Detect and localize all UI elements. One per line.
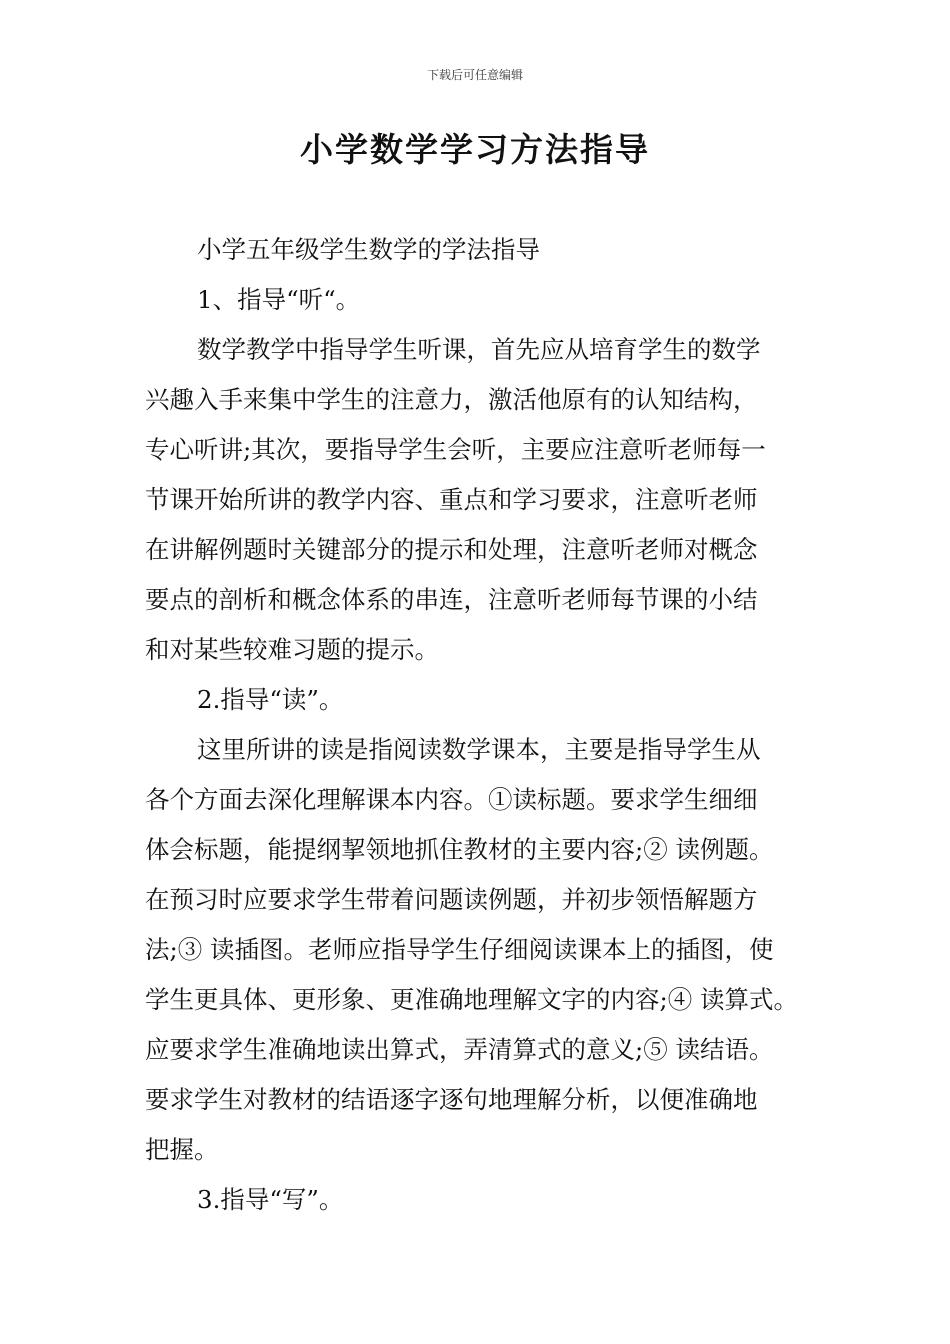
text-line: 1、指导“听“。 — [197, 285, 361, 314]
text-line: 在讲解例题时关键部分的提示和处理，注意听老师对概念 — [145, 535, 758, 564]
text-line: 法;③ 读插图。老师应指导学生仔细阅读课本上的插图，使 — [145, 935, 774, 964]
text-line: 应要求学生准确地读出算式，弄清算式的意义;⑤ 读结语。 — [145, 1035, 774, 1064]
text-line: 这里所讲的读是指阅读数学课本，主要是指导学生从 — [197, 735, 761, 764]
text-line: 兴趣入手来集中学生的注意力，激活他原有的认知结构， — [145, 385, 758, 414]
text-line: 把握。 — [145, 1135, 219, 1164]
text-line: 3.指导“写”。 — [197, 1185, 344, 1214]
text-line: 数学教学中指导学生听课，首先应从培育学生的数学 — [197, 335, 761, 364]
text-line: 学生更具体、更形象、更准确地理解文字的内容;④ 读算式。 — [145, 985, 799, 1014]
document-title: 小学数学学习方法指导 — [300, 130, 650, 169]
text-line: 和对某些较难习题的提示。 — [145, 635, 439, 664]
text-line: 在预习时应要求学生带着问题读例题，并初步领悟解题方 — [145, 885, 758, 914]
header-note: 下载后可任意编辑 — [426, 68, 523, 82]
text-line: 体会标题，能提纲挈领地抓住教材的主要内容;② 读例题。 — [145, 835, 774, 864]
text-line: 2.指导“读”。 — [197, 685, 344, 714]
text-line: 专心听讲;其次，要指导学生会听，主要应注意听老师每一 — [145, 435, 766, 464]
text-line: 节课开始所讲的教学内容、重点和学习要求，注意听老师 — [145, 485, 758, 514]
text-line: 各个方面去深化理解课本内容。①读标题。要求学生细细 — [145, 785, 758, 814]
text-line: 小学五年级学生数学的学法指导 — [197, 235, 540, 264]
document-body — [145, 225, 805, 1225]
text-line: 要点的剖析和概念体系的串连，注意听老师每节课的小结 — [145, 585, 758, 614]
text-line: 要求学生对教材的结语逐字逐句地理解分析，以便准确地 — [145, 1085, 758, 1114]
